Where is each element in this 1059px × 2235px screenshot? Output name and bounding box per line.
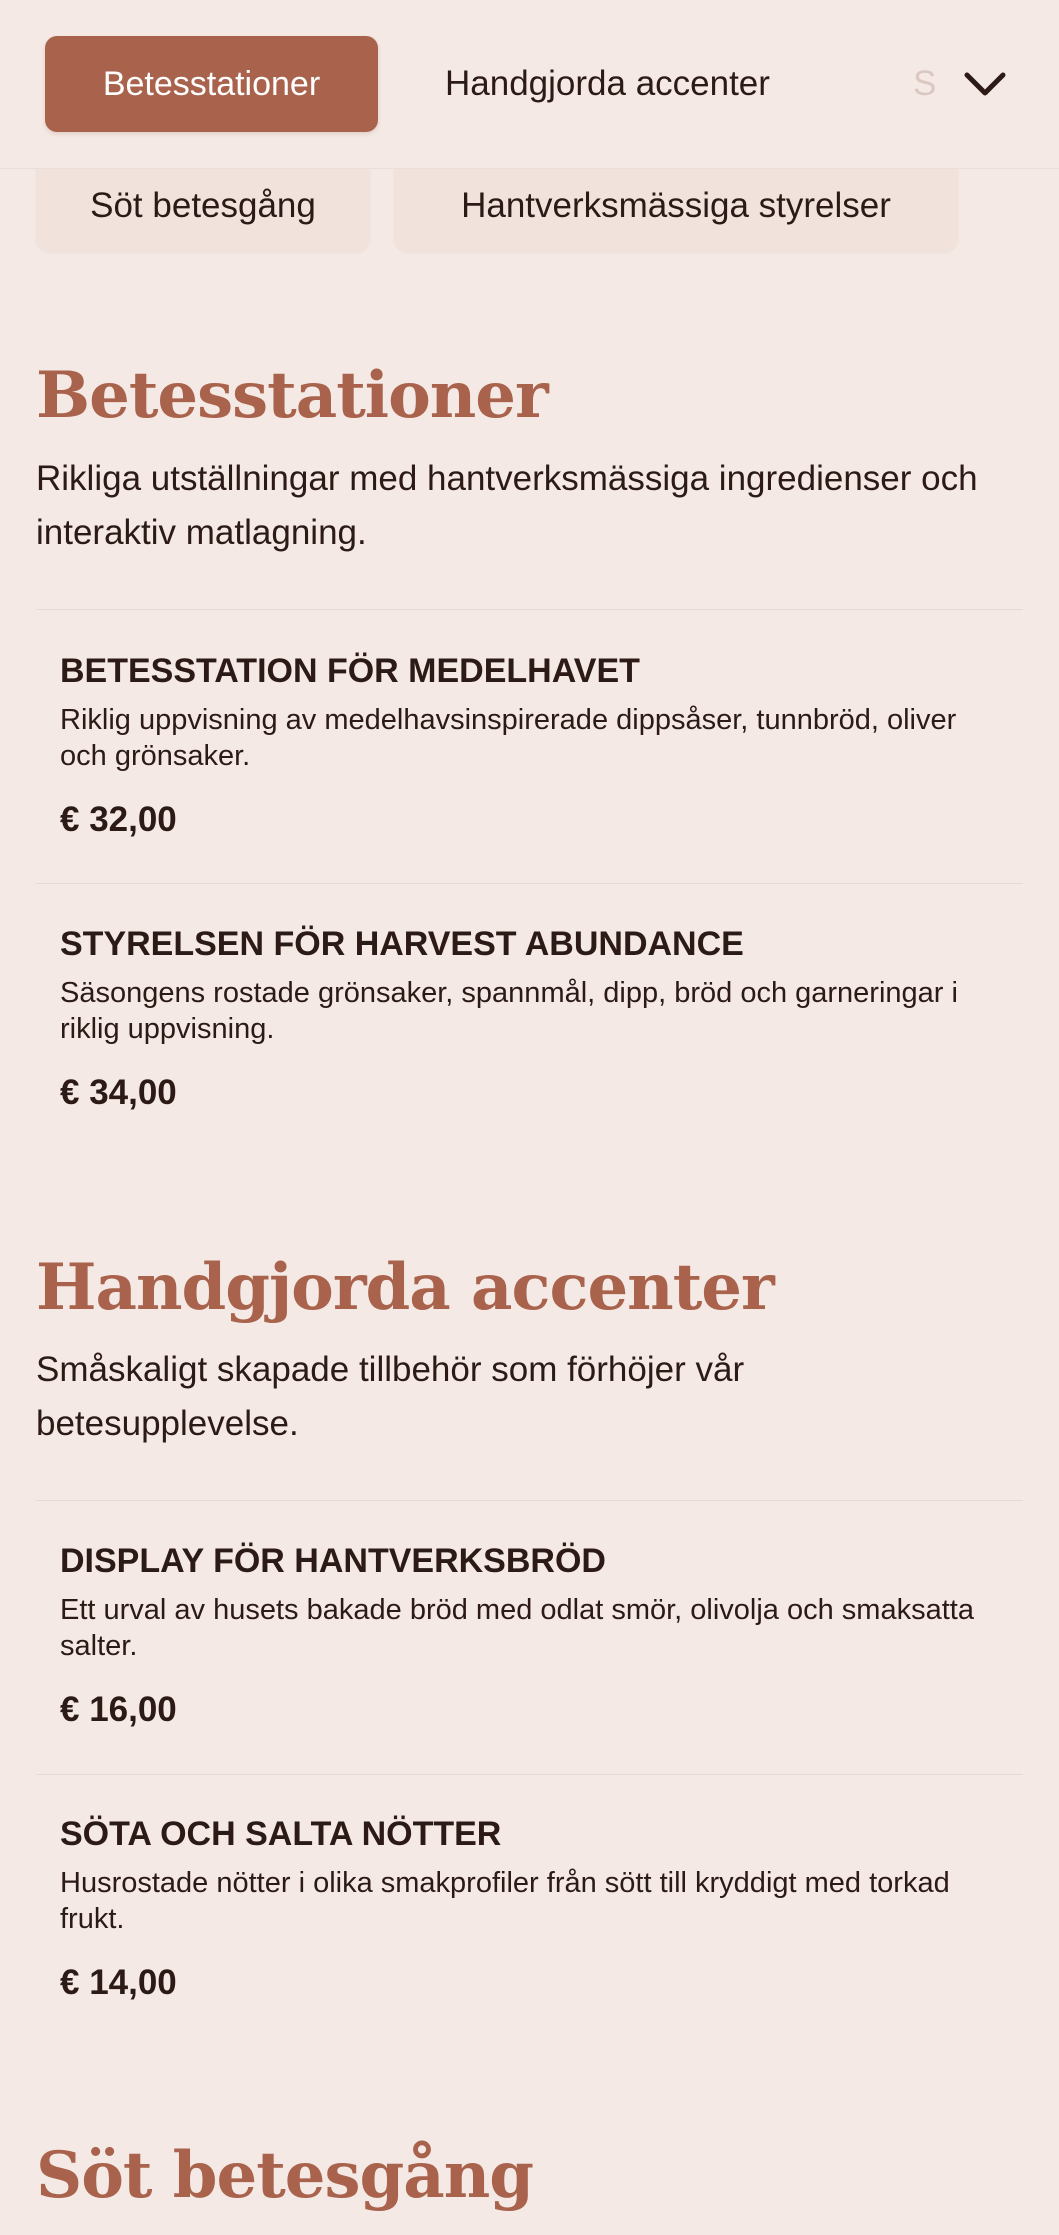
section-title: Betesstationer <box>36 358 548 433</box>
item-name: BETESSTATION FÖR MEDELHAVET <box>60 652 640 690</box>
more-categories-button[interactable] <box>959 58 1011 110</box>
divider <box>36 609 1023 610</box>
item-price: € 16,00 <box>60 1690 177 1729</box>
section-description: Småskaligt skapade tillbehör som förhöjer vår betesupplevelse. <box>36 1350 745 1443</box>
item-price: € 32,00 <box>60 800 177 839</box>
pill-sot-betesgang[interactable]: Söt betesgång <box>36 160 370 252</box>
item-name: STYRELSEN FÖR HARVEST ABUNDANCE <box>60 925 744 963</box>
divider <box>36 1500 1023 1501</box>
item-description: Säsongens rostade grönsaker, spannmål, dipp, bröd och garneringar i riklig uppvisning. <box>60 977 958 1045</box>
category-nav <box>0 0 1059 169</box>
pill-hantverksmassiga-styrelser[interactable]: Hantverksmässiga styrelser <box>394 160 958 252</box>
tab-handgjorda-accenter[interactable]: Handgjorda accenter <box>445 64 770 103</box>
item-description: Husrostade nötter i olika smakprofiler från sött till kryddigt med torkad frukt. <box>60 1867 950 1935</box>
item-price: € 14,00 <box>60 1963 177 2002</box>
item-name: SÖTA OCH SALTA NÖTTER <box>60 1815 502 1853</box>
item-price: € 34,00 <box>60 1073 177 1112</box>
item-name: DISPLAY FÖR HANTVERKSBRÖD <box>60 1542 606 1580</box>
divider <box>36 883 1023 884</box>
tab-overflow[interactable]: S <box>913 64 937 103</box>
section-title: Söt betesgång <box>36 2138 534 2213</box>
section-title: Handgjorda accenter <box>36 1250 774 1325</box>
chevron-down-icon <box>963 70 1007 98</box>
divider <box>36 1774 1023 1775</box>
item-description: Riklig uppvisning av medelhavsinspirerade dippsåser, tunnbröd, oliver och grönsaker. <box>60 704 957 772</box>
tab-betesstationer[interactable]: Betesstationer <box>45 36 378 132</box>
section-description: Rikliga utställningar med hantverksmässiga ingredienser och interaktiv matlagning. <box>36 459 978 552</box>
item-description: Ett urval av husets bakade bröd med odlat smör, olivolja och smaksatta salter. <box>60 1594 974 1662</box>
